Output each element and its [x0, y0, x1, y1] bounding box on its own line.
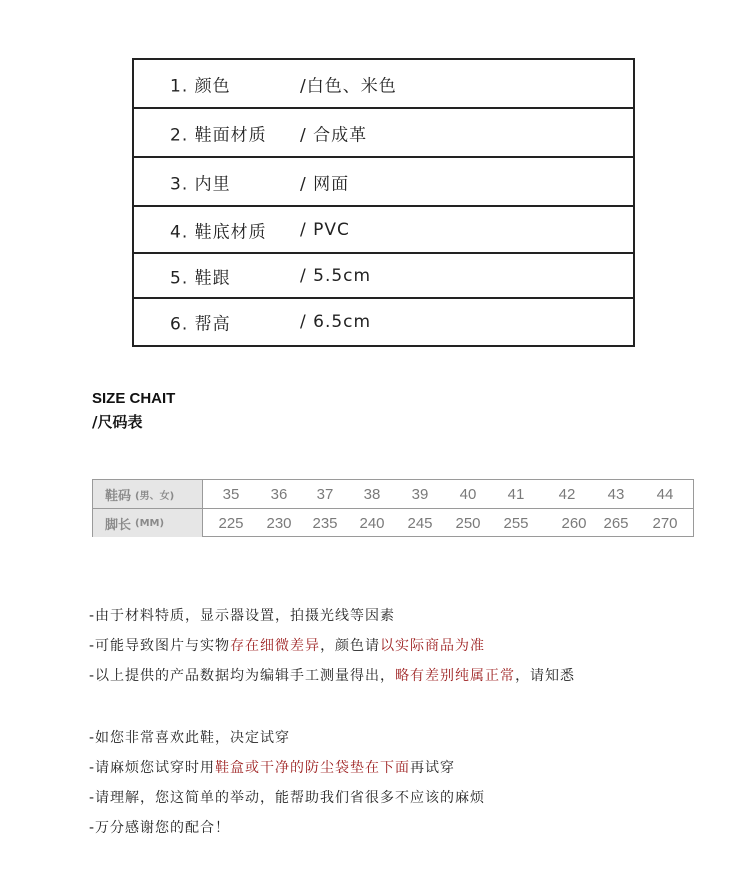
- spec-row-height: [134, 299, 633, 345]
- spec-value: / 合成革: [300, 125, 368, 145]
- note-highlight: 略有差别纯属正常: [395, 668, 516, 684]
- note-line: [89, 727, 290, 747]
- size-table: [92, 479, 694, 537]
- note-text: -请麻烦您试穿时用: [89, 760, 216, 776]
- length-row: [93, 509, 693, 537]
- length-cell: 270: [652, 514, 678, 532]
- spec-table: [132, 58, 635, 347]
- size-cell: 35: [222, 485, 240, 503]
- note-highlight: 以实际商品为准: [380, 638, 486, 654]
- note-text: ，颜色请: [320, 638, 381, 654]
- note-line: [89, 757, 455, 777]
- length-cell: 230: [266, 514, 292, 532]
- length-cell: 260: [561, 514, 587, 532]
- size-chart-title: SIZE CHAIT: [92, 390, 176, 407]
- size-cell: 40: [459, 485, 477, 503]
- note-line: [89, 635, 485, 655]
- spec-label: 2. 鞋面材质: [170, 125, 267, 145]
- length-cell: 235: [312, 514, 338, 532]
- note-text: -以上提供的产品数据均为编辑手工测量得出，: [89, 668, 396, 684]
- spec-row-color: [134, 60, 633, 109]
- note-highlight: 鞋盒或干净的防尘袋垫在下面: [215, 760, 411, 776]
- size-cell: 36: [270, 485, 288, 503]
- note-text: -可能导致图片与实物: [89, 638, 231, 654]
- spec-value: / PVC: [300, 219, 350, 240]
- size-chart-subtitle: /尺码表: [92, 413, 143, 431]
- size-row-unit: (男、女): [135, 490, 175, 502]
- size-cell: 39: [411, 485, 429, 503]
- size-cell: 44: [656, 485, 674, 503]
- size-row-header: [93, 480, 203, 508]
- length-row-header: [93, 509, 203, 537]
- spec-value: / 5.5cm: [300, 265, 372, 286]
- note-line: [89, 665, 575, 685]
- note-text: -如您非常喜欢此鞋，决定试穿: [89, 730, 291, 746]
- length-cell: 255: [503, 514, 529, 532]
- length-cell: 265: [603, 514, 629, 532]
- note-text: -请理解，您这简单的举动，能帮助我们省很多不应该的麻烦: [89, 790, 486, 806]
- spec-label: 1. 颜色: [170, 76, 231, 96]
- spec-row-sole: [134, 207, 633, 254]
- size-row: [93, 480, 693, 509]
- length-cell: 240: [359, 514, 385, 532]
- size-cell: 42: [558, 485, 576, 503]
- length-cell: 225: [218, 514, 244, 532]
- note-text: -万分感谢您的配合！: [89, 820, 231, 836]
- length-row-unit: (MM): [135, 517, 165, 529]
- size-cell: 41: [507, 485, 525, 503]
- size-cell: 38: [363, 485, 381, 503]
- spec-value: /白色、米色: [300, 76, 397, 96]
- spec-value: / 6.5cm: [300, 312, 372, 332]
- note-text: -由于材料特质，显示器设置，拍摄光线等因素: [89, 608, 396, 624]
- length-cell: 250: [455, 514, 481, 532]
- spec-label: 5. 鞋跟: [170, 268, 231, 288]
- length-row-label: 脚长: [105, 517, 132, 533]
- size-row-label: 鞋码: [105, 488, 132, 504]
- size-cell: 37: [316, 485, 334, 503]
- note-line: [89, 787, 485, 807]
- spec-row-upper: [134, 109, 633, 158]
- spec-label: 3. 内里: [170, 174, 231, 194]
- note-line: [89, 605, 395, 625]
- spec-label: 6. 帮高: [170, 314, 231, 335]
- spec-row-lining: [134, 158, 633, 207]
- spec-label: 4. 鞋底材质: [170, 222, 267, 242]
- note-text: ，请知悉: [515, 668, 576, 684]
- spec-row-heel: [134, 254, 633, 299]
- size-cell: 43: [607, 485, 625, 503]
- note-highlight: 存在细微差异: [230, 638, 321, 654]
- length-cell: 245: [407, 514, 433, 532]
- spec-value: / 网面: [300, 174, 350, 194]
- note-text: 再试穿: [410, 760, 456, 776]
- note-line: [89, 817, 230, 837]
